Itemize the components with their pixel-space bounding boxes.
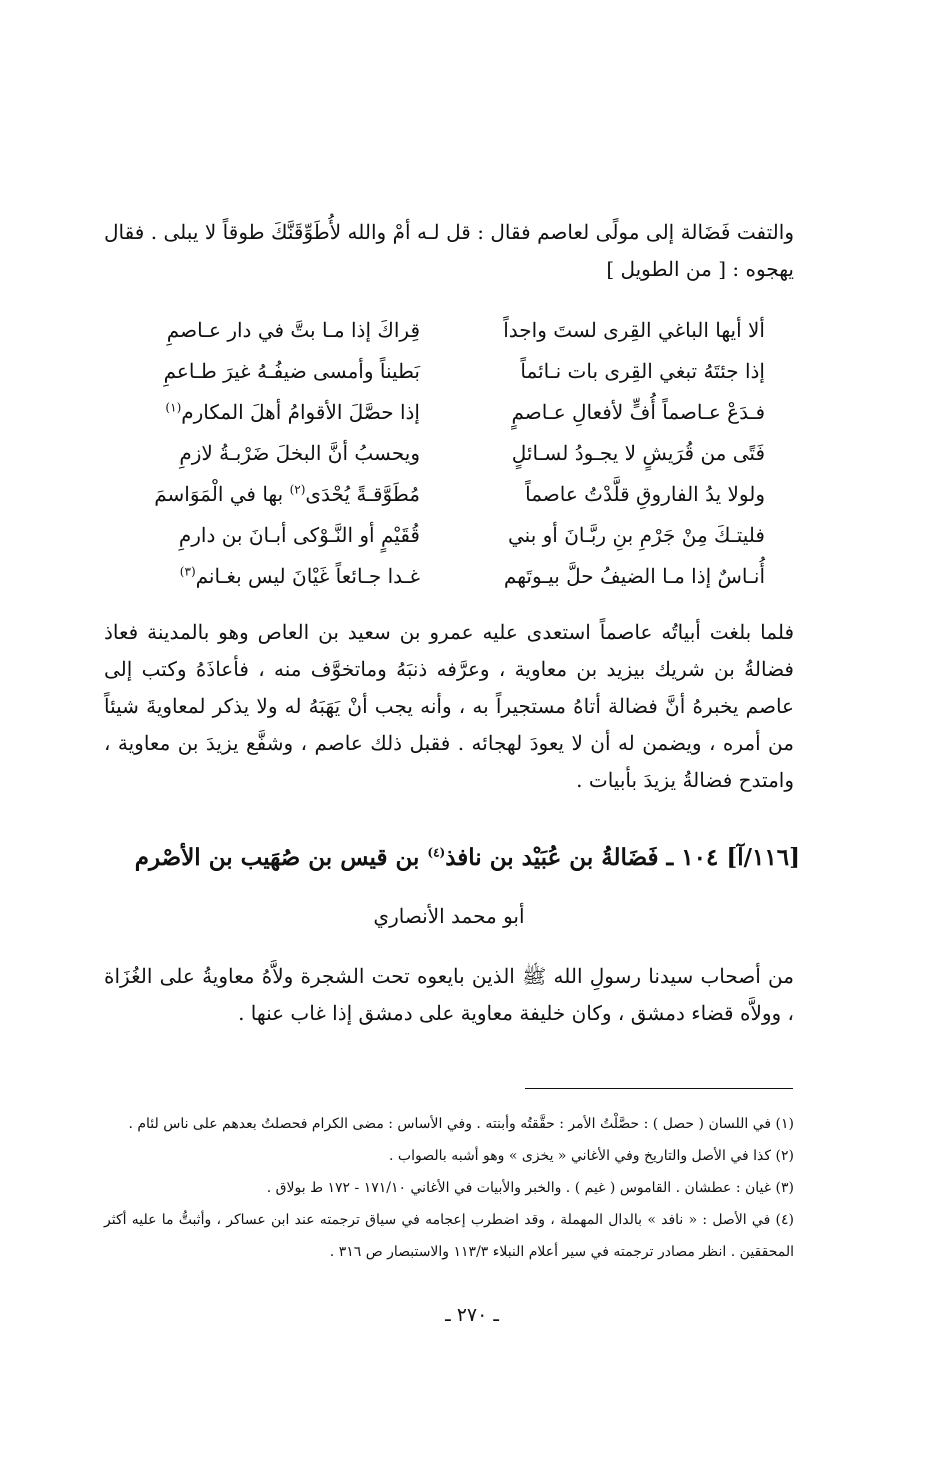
verse-first-hemistich: فليتـكَ مِنْ جَرْمِ بنِ ربَّـانَ أو بني bbox=[508, 523, 765, 547]
verse-second-hemistich: قُقَيْمٍ أو النَّـوْكى أبـانَ بن دارمِ bbox=[178, 523, 420, 547]
verse-first-hemistich: ولولا يدُ الفاروقِ قلَّدْتُ عاصماً bbox=[525, 482, 765, 506]
footnote-ref: (٤) bbox=[427, 845, 446, 860]
footnote-ref: (١) bbox=[165, 400, 182, 415]
footnote: (٢) كذا في الأصل والتاريخ وفي الأغاني « يخزى » وهو أشبه بالصواب . bbox=[389, 1148, 794, 1164]
footnote-ref: (٣) bbox=[179, 564, 196, 579]
verse-second-hemistich bbox=[140, 556, 440, 597]
footnote: (٤) في الأصل : « نافد » بالدال المهملة ، وقد اضطرب إعجامه في سياق ترجمته عند ابن عساكر ، وأثبتُّ ما عليه أكثر المحققين . انظر مصادر ترجمته في سير أعلام النبلاء ١١٣/٣ والاستبصار ص ٣١٦ . bbox=[104, 1212, 794, 1260]
entry-heading bbox=[110, 838, 800, 878]
footnote: (٣) غيان : عطشان . القاموس ( غيم ) . والخبر والأبيات في الأغاني ١٧١/١٠ - ١٧٢ ط بولاق . bbox=[266, 1180, 794, 1196]
verse-first-hemistich: فـدَعْ عـاصماً أُفٍّ لأفعالِ عـاصمٍ bbox=[511, 400, 765, 424]
verse-text: إذا حصَّلَ الأقوامُ أهلَ المكارم bbox=[181, 400, 420, 424]
poem-verse bbox=[140, 310, 765, 351]
poem-verse bbox=[140, 433, 765, 474]
poem-verse bbox=[140, 351, 765, 392]
footnotes bbox=[104, 1108, 794, 1268]
entry-kunya: أبو محمد الأنصاري bbox=[373, 904, 525, 928]
poem bbox=[140, 310, 765, 597]
entry-number: ١٠٤ bbox=[681, 844, 719, 871]
verse-text: غـدا جـائعاً غَيْانَ ليس بغـانم bbox=[195, 564, 420, 588]
footnote: (١) في اللسان ( حصل ) : حصَّلْتُ الأمر : حقَّقتُه وأبنته . وفي الأساس : مضى الكرام فحصلتُ بعدهم على ناس لئام . bbox=[128, 1116, 794, 1132]
verse-second-hemistich: قِراكَ إذا مـا بتَّ في دار عـاصمِ bbox=[166, 318, 420, 342]
poem-verse bbox=[140, 392, 765, 433]
footnote-ref: (٢) bbox=[289, 482, 306, 497]
page-number: ـ ٢٧٠ ـ bbox=[445, 1304, 499, 1326]
entry-lineage: بن قيس بن صُهَيب بن الأصْرم bbox=[134, 844, 428, 871]
poem-verse bbox=[140, 556, 765, 597]
biography-paragraph: من أصحاب سيدنا رسولِ الله ﷺ الذين بايعوه تحت الشجرة ولاَّهُ معاويةُ على الغُزَاة ، وولاَّه قضاء دمشق ، وكان خليفة معاوية على دمشق إذا غاب عنها . bbox=[104, 964, 794, 1025]
verse-first-hemistich: ألا أيها الباغي القِرى لستَ واجداً bbox=[503, 318, 765, 342]
narrative-paragraph: فلما بلغت أبياتُه عاصماً استعدى عليه عمرو بن سعيد بن العاص وهو بالمدينة فعاذ فضالةُ بن شريك بيزيد بن معاوية ، وعرَّفه ذنبَهُ وماتخوَّف منه ، فأعاذَهُ وكتب إلى عاصم يخبرهُ أنَّ فضالة أتاهُ مستجيراً به ، وأنه يجب أنْ يَهَبَهُ له ولا يذكر لمعاويةَ شيئاً من أمره ، ويضمن له أن لا يعودَ لهجائه . فقبل ذلك عاصم ، وشفَّع يزيدَ بن معاوية ، وامتدح فضالةُ يزيدَ بأبيات . bbox=[104, 620, 794, 792]
folio-reference: [١١٦/آ] bbox=[726, 844, 800, 871]
verse-second-hemistich: ويحسبُ أنَّ البخلَ ضَرْبـةُ لازمِ bbox=[179, 441, 420, 465]
poem-verse bbox=[140, 515, 765, 556]
intro-paragraph: والتفت فَضَالة إلى مولًى لعاصم فقال : قل لـه أمْ والله لأُطَوِّقَنَّكَ طوقاً لا يبلى . فقال يهجوه : [ من الطويل ] bbox=[104, 220, 794, 281]
poem-verse bbox=[140, 474, 765, 515]
verse-first-hemistich: فَتًى من قُرَيشٍ لا يجـودُ لسـائلٍ bbox=[511, 441, 765, 465]
verse-first-hemistich: إذا جئتَهُ تبغي القِرى بات نـائماً bbox=[520, 359, 765, 383]
verse-second-hemistich bbox=[140, 474, 440, 515]
entry-name: ـ فَضَالةُ بن عُبَيْد بن نافذ bbox=[445, 844, 674, 871]
verse-second-hemistich: بَطيناً وأمسى ضيفُـهُ غيرَ طـاعمِ bbox=[163, 359, 420, 383]
verse-second-hemistich bbox=[140, 392, 440, 433]
verse-text: مُطَوَّقـةً يُحْدَى bbox=[305, 482, 420, 506]
verse-first-hemistich: أُنـاسٌ إذا مـا الضيفُ حلَّ بيـوتَهم bbox=[503, 564, 765, 588]
verse-text: بها في الْمَوَاسمَ bbox=[154, 482, 290, 506]
footnote-separator bbox=[525, 1088, 793, 1089]
